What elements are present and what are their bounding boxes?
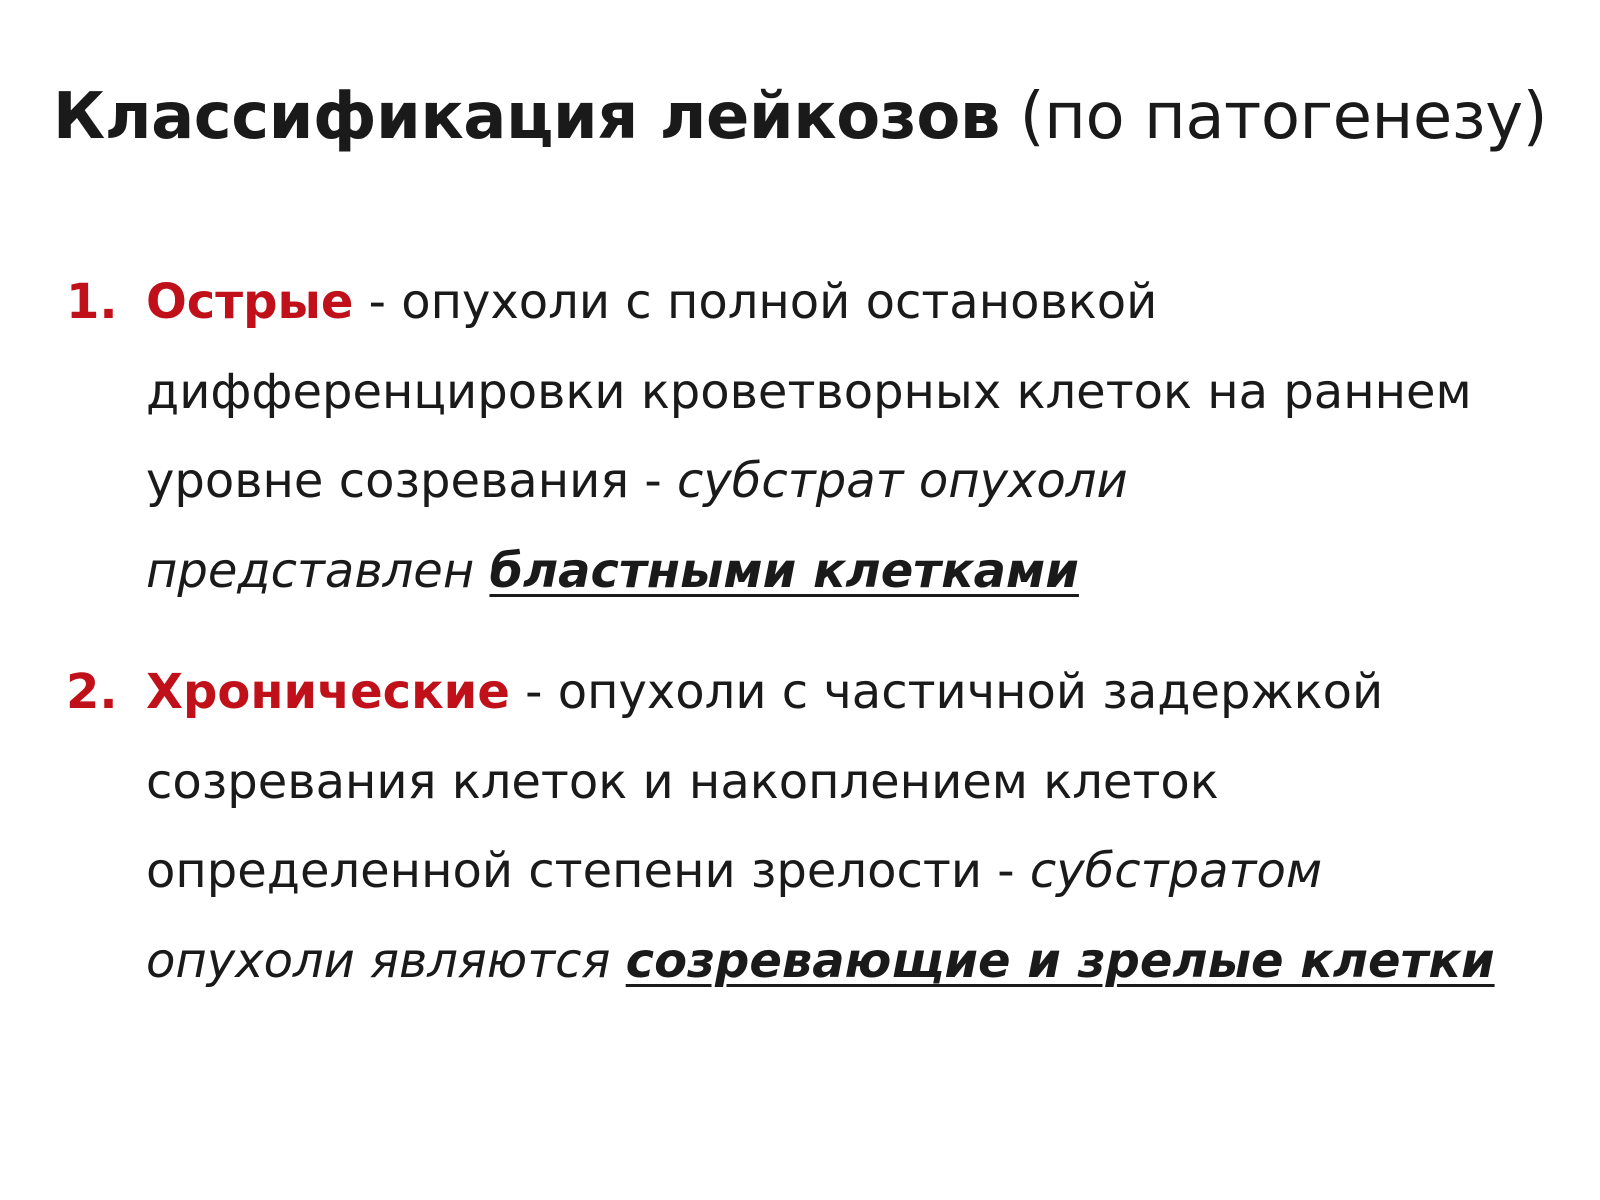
substrate-text: субстрат опухоли [676,453,1128,509]
list-number: 1. [66,274,118,330]
text-line [146,648,1566,738]
text-line [146,917,1566,1007]
text-line: дифференцировки кроветворных клеток на раннем [146,363,1472,420]
text-line [146,258,1566,348]
text-line [146,437,1566,527]
term-chronic: Хронические [146,664,510,720]
definition-text: - опухоли с полной остановкой [353,274,1158,330]
title-main: Классификация лейкозов [52,80,1000,154]
text-line [146,827,1566,917]
text-line [146,527,1566,617]
list-number: 2. [66,664,118,720]
cell-type-emphasis: бластными клетками [489,542,1079,599]
slide-title [0,72,1600,162]
substrate-text: представлен [146,542,490,599]
substrate-text: субстратом [1029,843,1323,899]
definition-text: определенной степени зрелости - [146,843,1030,899]
term-acute: Острые [146,274,354,330]
title-qualifier: (по патогенезу) [999,80,1548,154]
substrate-text: опухоли являются [146,932,626,989]
list-item-text [146,258,1566,616]
list-item-text [146,648,1566,1006]
definition-text: уровне созревания - [146,453,677,509]
definition-text: - опухоли с частичной задержкой [509,664,1384,720]
text-line: созревания клеток и накоплением клеток [146,753,1219,810]
cell-type-emphasis: созревающие и зрелые клетки [625,932,1495,989]
